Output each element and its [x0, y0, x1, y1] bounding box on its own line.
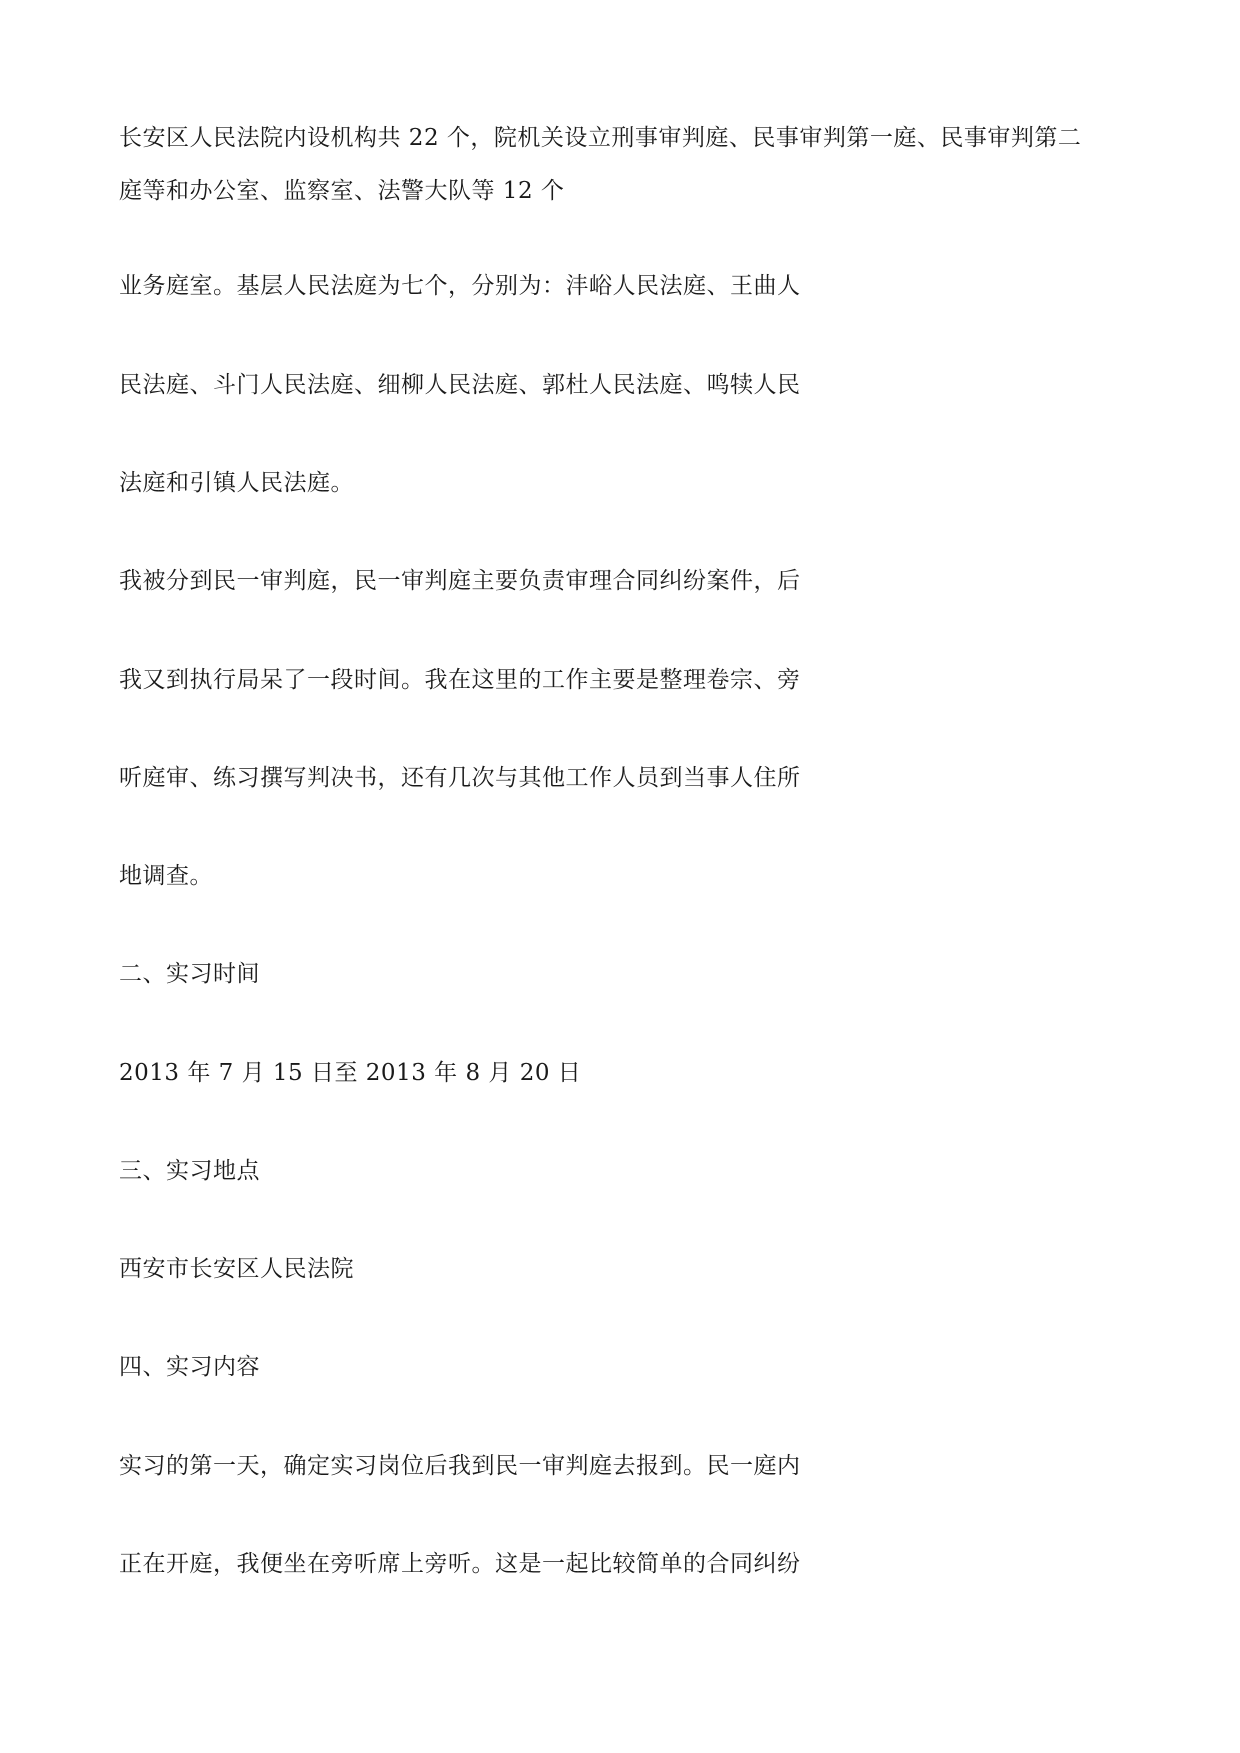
paragraph-line: 法庭和引镇人民法庭。 — [119, 470, 354, 496]
paragraph-line: 长安区人民法院内设机构共 22 个，院机关设立刑事审判庭、民事审判第一庭、民事审判第二 — [119, 125, 1082, 151]
paragraph-line: 民法庭、斗门人民法庭、细柳人民法庭、郭杜人民法庭、鸣犊人民 — [119, 372, 801, 398]
paragraph-line: 实习的第一天，确定实习岗位后我到民一审判庭去报到。民一庭内 — [119, 1453, 801, 1479]
paragraph-line: 我被分到民一审判庭，民一审判庭主要负责审理合同纠纷案件，后 — [119, 568, 801, 594]
section-heading-location: 三、实习地点 — [119, 1158, 260, 1184]
internship-location: 西安市长安区人民法院 — [119, 1256, 354, 1282]
internship-dates: 2013 年 7 月 15 日至 2013 年 8 月 20 日 — [119, 1060, 582, 1086]
paragraph-line: 地调查。 — [119, 863, 213, 889]
paragraph-line: 业务庭室。基层人民法庭为七个，分别为：沣峪人民法庭、王曲人 — [119, 273, 801, 299]
section-heading-time: 二、实习时间 — [119, 961, 260, 987]
section-heading-content: 四、实习内容 — [119, 1354, 260, 1380]
paragraph-line: 听庭审、练习撰写判决书，还有几次与其他工作人员到当事人住所 — [119, 765, 801, 791]
paragraph-line: 我又到执行局呆了一段时间。我在这里的工作主要是整理卷宗、旁 — [119, 667, 801, 693]
paragraph-line: 庭等和办公室、监察室、法警大队等 12 个 — [119, 178, 565, 204]
paragraph-line: 正在开庭，我便坐在旁听席上旁听。这是一起比较简单的合同纠纷 — [119, 1551, 801, 1577]
